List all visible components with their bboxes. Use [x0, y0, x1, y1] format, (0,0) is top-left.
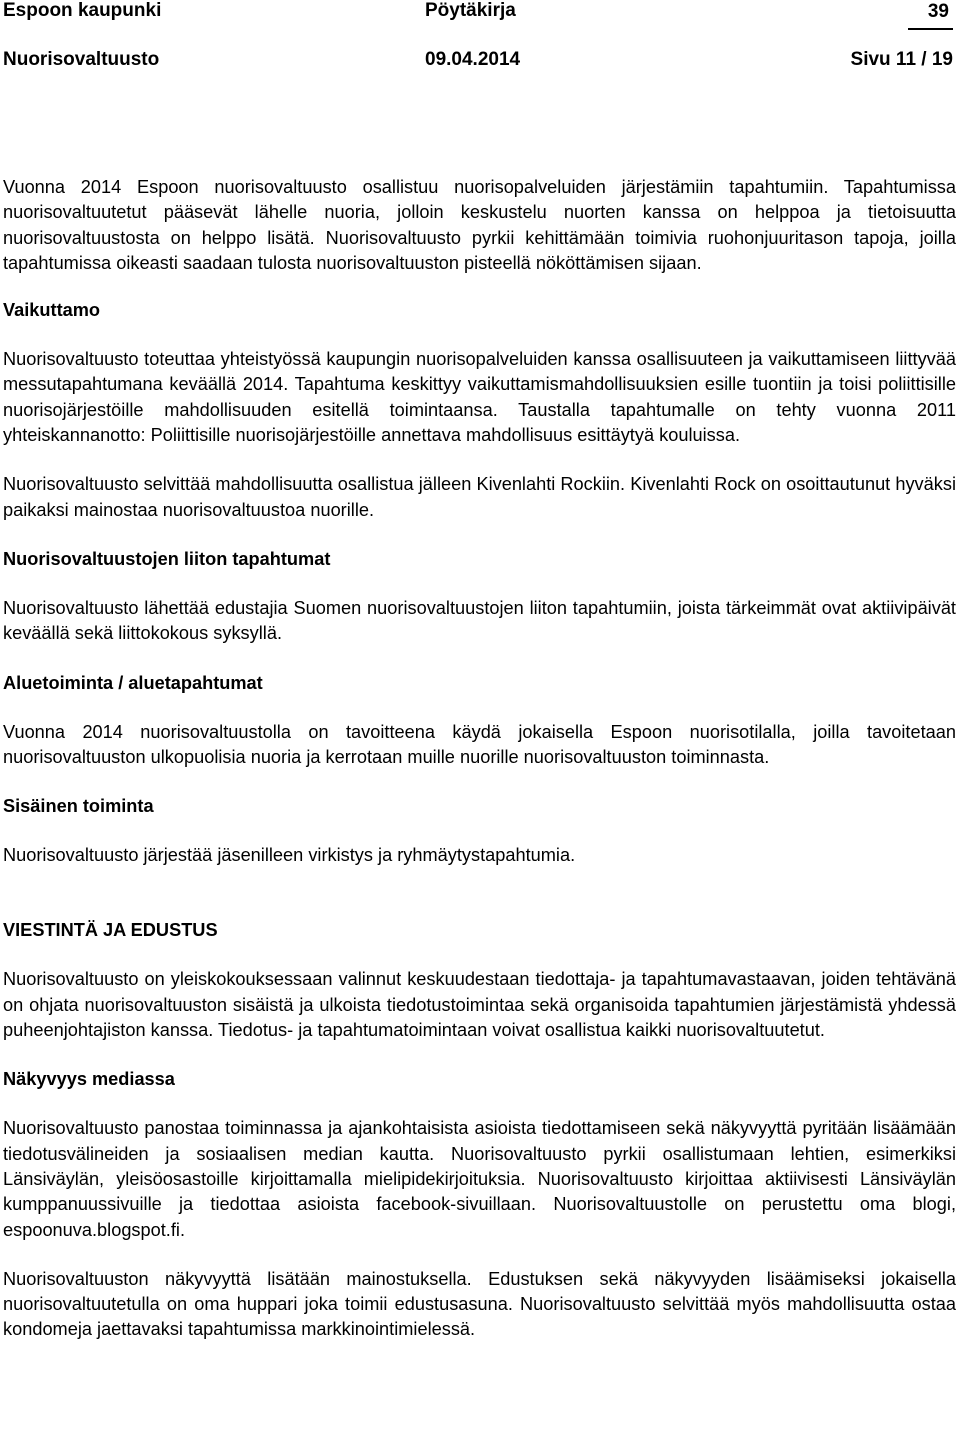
paragraph-nakyvyys: Nuorisovaltuusto panostaa toiminnassa ja ajankohtaisista asioista tiedottamiseen sekä näkyvyyttä pyritään lisäämään tiedotusvälineiden ja sosiaalisen median kautta. Nuorisovaltuusto pyrkii osallistumaan lehtien, esimerkiksi Länsiväylän, yleisöosastoille kirjoittamalla mielipidekirjoituksia. Nuorisovaltuusto kirjoittaa aktiivisesti Länsiväylän kumppanuussivuille ja tiedottaa asioista facebook-sivuillaan. Nuorisovaltuustolle on perustettu oma blogi, espoonuva.blogspot.fi. — [3, 1118, 956, 1240]
paragraph-events: Vuonna 2014 Espoon nuorisovaltuusto osallistuu nuorisopalveluiden järjestämiin tapahtumiin. Tapahtumissa nuorisovaltuutetut pääsevät lähelle nuoria, jolloin keskustelu nuorten kanssa on helppoa ja tietoisuutta nuorisovaltuustosta on helppo lisätä. Nuorisovaltuusto pyrkii kehittämään toimivia ruohonjuuritason tapoja, joilla tapahtumissa oikeasti saadaan tulosta nuorisovaltuuston pisteellä nököttämisen sijaan. — [3, 177, 956, 273]
meeting-date: 09.04.2014 — [425, 49, 521, 70]
section-number-box — [908, 0, 953, 30]
heading-aluetoiminta: Aluetoiminta / aluetapahtumat — [3, 672, 263, 693]
organization-name: Espoon kaupunki — [3, 0, 162, 21]
paragraph-liitto: Nuorisovaltuusto lähettää edustajia Suomen nuorisovaltuustojen liiton tapahtumiin, joista tärkeimmät ovat aktiivipäivät keväällä sekä liittokokous syksyllä. — [3, 597, 956, 644]
heading-nakyvyys: Näkyvyys mediassa — [3, 1069, 175, 1090]
heading-liitto: Nuorisovaltuustojen liiton tapahtumat — [3, 548, 331, 569]
document-body — [3, 175, 956, 1343]
paragraph-vaikuttamo: Nuorisovaltuusto toteuttaa yhteistyössä kaupungin nuorisopalveluiden kanssa osallisuuteen ja vaikuttamiseen liittyvää messutapahtumana keväällä 2014. Tapahtuma keskittyy vaikuttamismahdollisuuksien esille tuontiin ja toisi poliittisille nuorisojärjestöille mahdollisuuden esitellä toimintaansa. Taustalla tapahtumalle on tehty vuonna 2011 yhteiskannanotto: Poliittisille nuorisojärjestöille annettava mahdollisuus esittäytyä kouluissa. — [3, 349, 956, 446]
paragraph-sisainen: Nuorisovaltuusto järjestää jäsenilleen virkistys ja ryhmäytystapahtumia. — [3, 845, 576, 866]
page-number: Sivu 11 / 19 — [850, 49, 953, 70]
heading-vaikuttamo: Vaikuttamo — [3, 300, 101, 321]
paragraph-viestinta: Nuorisovaltuusto on yleiskokouksessaan valinnut keskuudestaan tiedottaja- ja tapahtumavastaavan, joiden tehtävänä on ohjata nuorisovaltuuston sisäistä ja ulkoista tiedotustoimintaa sekä organisoida tapahtumien järjestämistä yhdessä puheenjohtajiston kanssa. Tiedotus- ja tapahtumatoimintaan voivat osallistua kaikki nuorisovaltuutetut. — [3, 969, 956, 1041]
document-type: Pöytäkirja — [425, 0, 516, 21]
heading-viestinta: VIESTINTÄ JA EDUSTUS — [3, 920, 218, 941]
section-number: 39 — [927, 1, 949, 22]
paragraph-aluetoiminta: Vuonna 2014 nuorisovaltuustolla on tavoitteena käydä jokaisella Espoon nuorisotilalla, joilla tavoitetaan nuorisovaltuuston ulkopuolisia nuoria ja kerrotaan muille nuorille nuorisovaltuuston toiminnasta. — [3, 721, 956, 767]
body-name: Nuorisovaltuusto — [3, 49, 160, 70]
heading-sisainen: Sisäinen toiminta — [3, 796, 154, 817]
paragraph-kivenlahti-rock: Nuorisovaltuusto selvittää mahdollisuutta osallistua jälleen Kivenlahti Rockiin. Kivenlahti Rock on osoittautunut hyväksi paikaksi mainostaa nuorisovaltuustoa nuorille. — [3, 474, 956, 520]
paragraph-mainostus: Nuorisovaltuuston näkyvyyttä lisätään mainostuksella. Edustuksen sekä näkyvyyden lisäämiseksi jokaisella nuorisovaltuutetulla on oma huppari joka toimii edustusasuna. Nuorisovaltuusto selvittää myös mahdollisuutta ostaa kondomeja jaettavaksi tapahtumissa markkinointimielessä. — [3, 1268, 956, 1340]
